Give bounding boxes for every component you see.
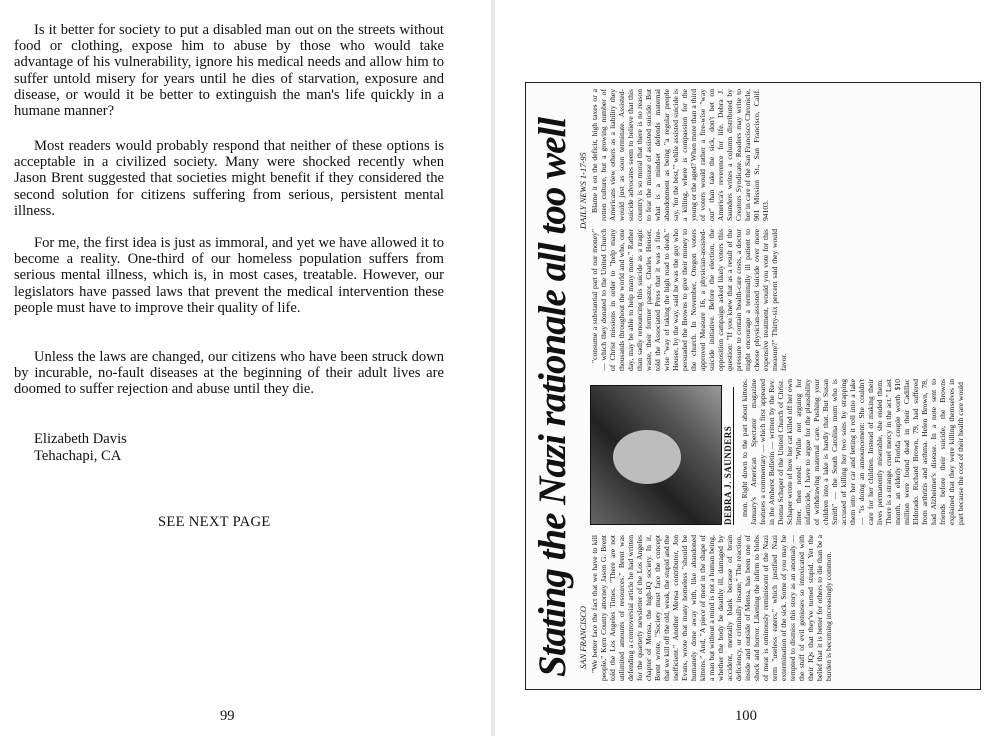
right-page — [495, 0, 993, 736]
clipping-column-2 — [590, 379, 974, 525]
signature-place: Tehachapi, CA — [34, 448, 122, 464]
newspaper-clipping — [525, 82, 981, 690]
clipping-dateline: SAN FRANCISCO — [578, 605, 588, 669]
paragraph-2: Most readers would probably respond that neither of these options is acceptable in a civilized society. Many were shocked recently when Jason Brent suggested that societies might benefit if they considered the second solution for citizens suffering from serious, persistent mental illness. — [14, 138, 444, 219]
clipping-column-1 — [590, 535, 974, 681]
column-4-text: Blame it on the deficit, high taxes or a rotten culture, but a growing number of Americans view others as a liability they would just as soon terminate. Assisted-suicide advocates seem to believe that this country is so moral that there is no reason to fear the misuse of assisted suicide. But what is a mindset defends maternal abandonment as being "a regular people say, 'for the best,'" while assisted suicide is a killing, where is compassion for the young or the aged? When more than a third of voters would rather a fire-wise "way out" than take the sick, don't bet on America's reverence for life. Debra J. Saunders writes a column distributed by Creators Syndicate. Readers may write to her in care of the San Francisco Chronicle, 901 Mission St., San Francisco, Calif. 94103. — [590, 89, 770, 221]
column-2-text: mon. Right down to the part about kittens. January's American Spectator magazine features a commentary — which first appeared in the Amherst Bulletin — written by the Rev. Donna Schaper of the United Church of Christ. Schaper wrote of how her cat killed off her own litter, then noted: "While not arguing for infanticide, I have to argue for the plausibility of withdrawing maternal care. Pushing your children into a lake is hardly that. But Susan Smith" — the South Carolina mom who is accused of killing her two sons by strapping them into her car and letting it roll into a lake — "is doing an announcement: She couldn't care for her children. Instead of making their lives permanently miserable, she ended them. There is a strange, cruel mercy in the act." Last month, an elderly Florida couple worth $10 million were found dead in their Cadillac Eldorado. Richard Brown, 79, had suffered from arthritis and asthma. Helen Brown, 78, had Alzheimer's disease. In a note sent to friends before their suicide, the Browns explained that they were killing themselves in part because the cost of their health care would — [740, 379, 965, 525]
clipping-column-3 — [590, 229, 974, 371]
clipping-rotated-content — [526, 83, 980, 689]
clipping-headline: Stating the Nazi rationale all too well — [531, 117, 574, 677]
column-1-text: "We better face the fact that we have to kill people," Kern County attorney Jason G. Brent told the Los Angeles Times. "There are not unlimited amounts of resources." Brent was defending a controversial article he had written for the quarterly newsletter of the Los Angeles chapter of Mensa, the high-IQ society. In it, Brent wrote, "Society must face the concept that we kill off the old, weak, the stupid and the inefficient." Another Mensa contributor, Jon Evans, wrote that many homeless "should be humanely done away with, like abandoned kittens." And, "A piece of meat in the shape of a man but without a mind is not a human being, whether the body be deathly ill, damaged by accident, mentally blank because of brain deficiency, or criminally insane." The reaction, inside and outside of Mensa, has been one of shock and horror. Likening the infirm to blobs of meat is ominously reminiscent of the Nazi term "useless eaters," which justified Nazi extermination of the sick. Some of you may be tempted to dismiss this story as an anomaly — the stuff of evil geniuses so intoxicated with their IQs that they've turned stupid. Yet the belief that it is better for others to die than be a burden is becoming increasingly common. — [590, 535, 833, 681]
column-3-text: "consume a substantial part of our money" — which they donated to the United Church of Christ missions in order to "help many thousands throughout the world and who, one day, may be able to help many more." Rather than sadly renouncing this suicide as a tragic waste, their former pastor, Charles Heuser, told the Associated Press that it was a fire-wise "way of taking the high road to death." Heuser, by the way, said he was the guy who persuaded the Browns to give their money to the church. In November, Oregon voters approved Measure 16, a physician-assisted-suicide initiative. Before the election, the opposition campaign asked likely voters this question: "If you knew that as a result of the pressure to contain health-care costs, a doctor might encourage a terminally ill patient to choose physician-assisted suicide over more expensive treatment, would you vote for this measure?" Thirty-six percent said they would favor. — [590, 229, 788, 371]
author-photo-face — [613, 430, 681, 484]
see-next-page: SEE NEXT PAGE — [158, 514, 271, 530]
page-number-right: 100 — [735, 708, 757, 724]
paragraph-4: Unless the laws are changed, our citizens who have been struck down by incurable, no-fault diseases at the beginning of their adult lives are doomed to suffer rejection and abuse until they die. — [14, 349, 444, 398]
page-number-left: 99 — [220, 708, 235, 724]
author-photo — [590, 385, 722, 525]
clipping-source: DAILY NEWS 1-17-95 — [578, 152, 588, 229]
clipping-byline: DEBRA J. SAUNDERS — [724, 387, 734, 525]
left-page — [0, 0, 491, 736]
paragraph-1: Is it better for society to put a disabled man out on the streets without food or clothing, expose him to abuse by those who would take advantage of his vulnerability, ignore his medical needs and allow him to suffer untold misery for years until he dies of starvation, exposure and disease, or would it be better to extinguish the man's life quickly in a humane manner? — [14, 22, 444, 120]
clipping-column-4 — [590, 89, 974, 221]
signature-name: Elizabeth Davis — [34, 431, 127, 447]
paragraph-3: For me, the first idea is just as immoral, and yet we have allowed it to become a reality. One-third of our homeless population suffers from serious mental illness, which is, in most cases, treatable. However, our legislators have passed laws that prevent the medical intervention these people must have to improve their quality of life. — [14, 235, 444, 316]
